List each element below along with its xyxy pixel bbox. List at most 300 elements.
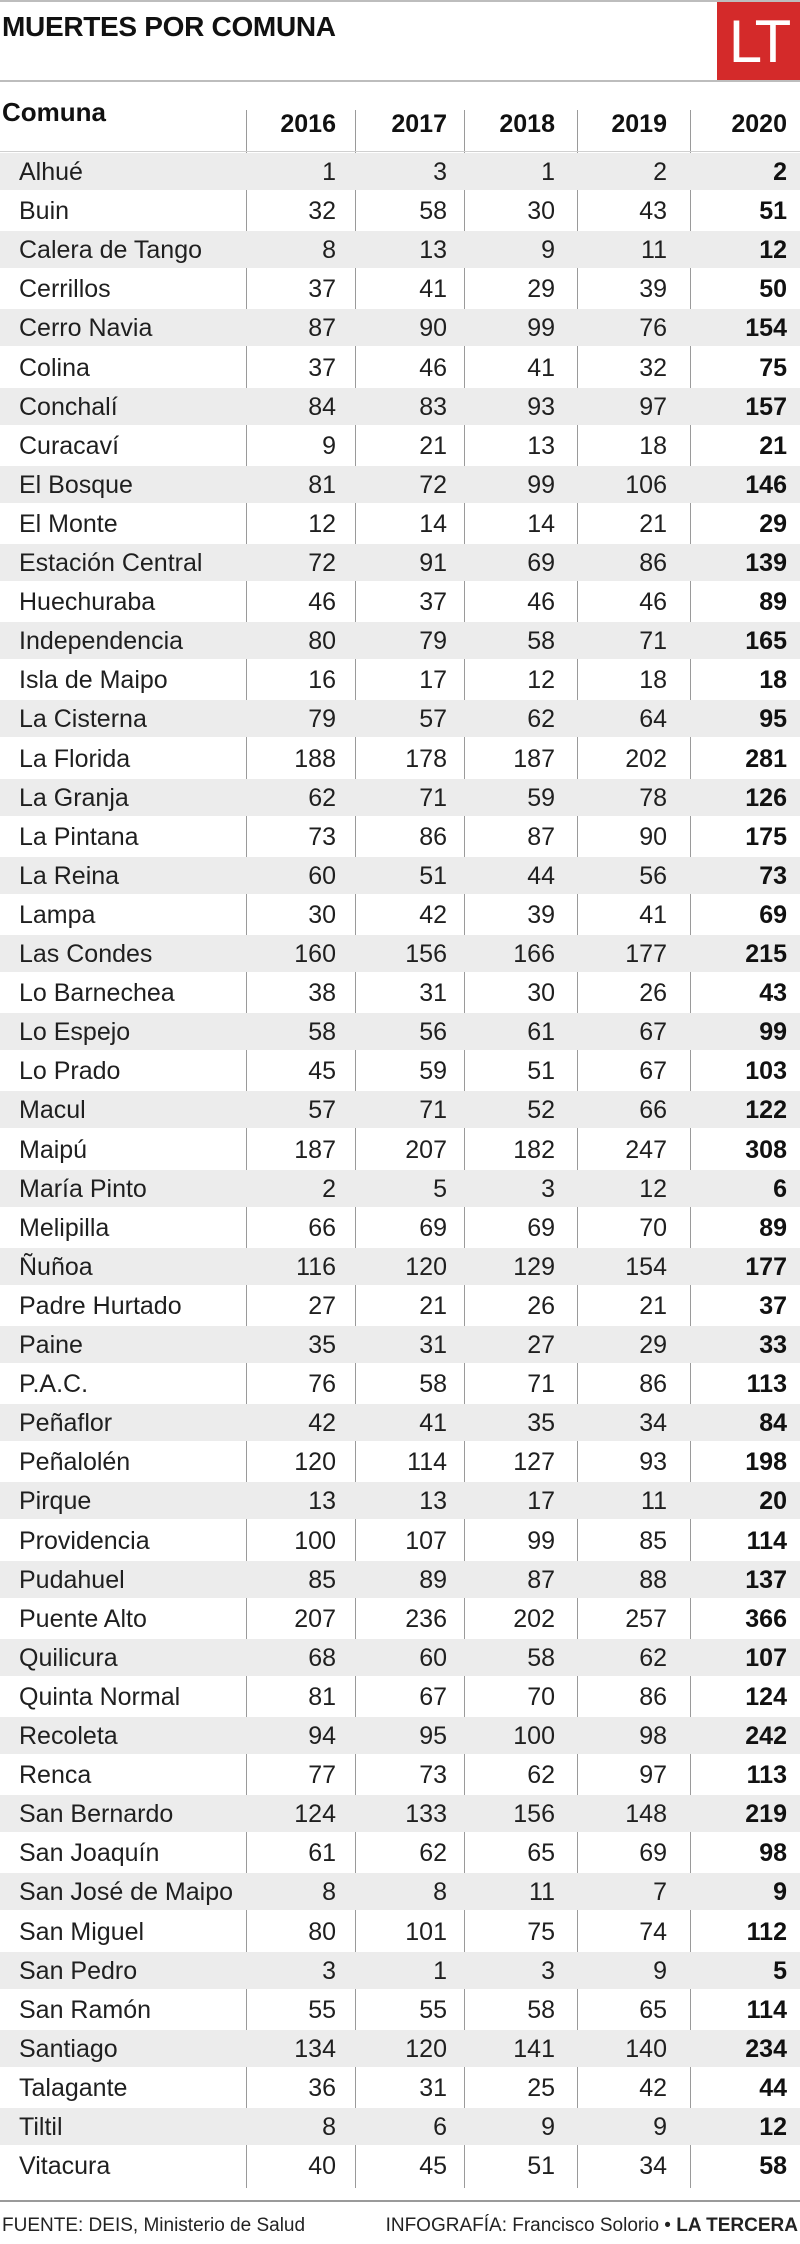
comuna-name: San Bernardo: [19, 1800, 174, 1829]
value-2018: 202: [513, 1604, 555, 1633]
value-2018: 99: [527, 314, 555, 343]
value-2019: 86: [639, 549, 667, 577]
value-2016: 38: [308, 979, 336, 1008]
value-2020: 12: [759, 236, 787, 265]
value-2016: 100: [294, 1526, 336, 1555]
value-2016: 73: [308, 822, 336, 851]
value-2020: 234: [745, 2034, 787, 2063]
table-row: [0, 1052, 800, 1089]
value-2017: 37: [419, 588, 447, 617]
value-2018: 141: [513, 2034, 555, 2063]
value-2018: 75: [527, 1917, 555, 1946]
value-2018: 58: [527, 1995, 555, 2024]
comuna-name: Conchalí: [19, 392, 118, 421]
comuna-name: La Granja: [19, 783, 129, 812]
value-2018: 87: [527, 1565, 555, 1594]
table-row: [0, 779, 800, 816]
value-2017: 21: [419, 1291, 447, 1320]
comuna-name: Isla de Maipo: [19, 666, 168, 695]
column-header-2016: 2016: [280, 110, 336, 138]
value-2016: 2: [322, 1174, 336, 1203]
value-2016: 8: [322, 2113, 336, 2141]
value-2017: 31: [419, 2073, 447, 2102]
value-2018: 58: [527, 1643, 555, 1672]
value-2017: 45: [419, 2152, 447, 2181]
table-row: [0, 1795, 800, 1832]
value-2018: 71: [527, 1370, 555, 1399]
comuna-name: Santiago: [19, 2034, 118, 2063]
value-2020: 281: [745, 744, 787, 773]
value-2016: 116: [296, 1252, 336, 1281]
value-2016: 8: [322, 236, 336, 265]
value-2020: 122: [745, 1096, 787, 1125]
value-2020: 33: [759, 1331, 787, 1359]
table-row: [0, 231, 800, 268]
value-2019: 18: [639, 666, 667, 695]
comuna-name: Paine: [19, 1331, 83, 1359]
comuna-name: San Pedro: [19, 1956, 138, 1985]
value-2019: 74: [639, 1917, 667, 1946]
value-2016: 80: [308, 1917, 336, 1946]
column-header-2020: 2020: [731, 110, 787, 138]
value-2020: 107: [745, 1643, 787, 1672]
value-2018: 44: [527, 861, 555, 890]
value-2020: 98: [759, 1839, 787, 1868]
value-2018: 27: [527, 1331, 555, 1359]
credit-brand: LA TERCERA: [676, 2215, 798, 2236]
table-row: [0, 818, 800, 855]
table-row: [0, 700, 800, 737]
table-row: [0, 1756, 800, 1793]
comuna-name: Macul: [19, 1096, 86, 1125]
value-2020: 219: [745, 1800, 787, 1829]
value-2017: 31: [419, 1331, 447, 1359]
value-2017: 120: [405, 2034, 447, 2063]
comuna-name: El Monte: [19, 509, 118, 538]
value-2020: 6: [773, 1174, 787, 1203]
value-2018: 93: [527, 392, 555, 421]
value-2018: 30: [527, 979, 555, 1008]
value-2017: 79: [419, 627, 447, 656]
value-2017: 101: [405, 1917, 447, 1946]
value-2017: 95: [419, 1722, 447, 1750]
value-2018: 99: [527, 470, 555, 499]
value-2019: 90: [639, 822, 667, 851]
comuna-name: Huechuraba: [19, 588, 156, 617]
comuna-name: Cerrillos: [19, 275, 111, 304]
value-2017: 114: [407, 1448, 447, 1477]
value-2018: 12: [527, 666, 555, 695]
value-2018: 62: [527, 705, 555, 734]
value-2017: 59: [419, 1057, 447, 1086]
table-row: [0, 1678, 800, 1715]
value-2016: 187: [294, 1135, 336, 1164]
table-row: [0, 1287, 800, 1324]
value-2016: 3: [322, 1956, 336, 1985]
value-2016: 1: [322, 158, 336, 186]
value-2019: 26: [639, 979, 667, 1008]
comuna-name: Pudahuel: [19, 1565, 125, 1594]
value-2017: 90: [419, 314, 447, 343]
comuna-name: San José de Maipo: [19, 1878, 234, 1907]
value-2019: 7: [653, 1878, 667, 1907]
value-2018: 14: [527, 509, 555, 538]
header-divider: [0, 151, 800, 152]
value-2018: 9: [541, 236, 555, 265]
value-2016: 62: [308, 783, 336, 812]
value-2017: 58: [419, 197, 447, 226]
table-row: [0, 622, 800, 659]
value-2017: 42: [419, 900, 447, 929]
table-row: [0, 1639, 800, 1676]
value-2019: 42: [639, 2073, 667, 2102]
value-2016: 8: [322, 1878, 336, 1907]
table-row: [0, 388, 800, 425]
value-2017: 6: [433, 2113, 447, 2141]
value-2018: 46: [527, 588, 555, 617]
value-2016: 87: [308, 314, 336, 343]
value-2019: 32: [639, 353, 667, 382]
value-2018: 166: [513, 940, 555, 968]
value-2018: 51: [527, 1057, 555, 1086]
comuna-name: Calera de Tango: [19, 236, 203, 265]
value-2018: 9: [541, 2113, 555, 2141]
value-2018: 41: [527, 353, 555, 382]
comuna-name: Las Condes: [19, 940, 153, 968]
value-2017: 120: [405, 1252, 447, 1281]
value-2018: 69: [527, 1213, 555, 1242]
comuna-name: Ñuñoa: [19, 1252, 93, 1281]
table-row: [0, 1561, 800, 1598]
value-2018: 182: [513, 1135, 555, 1164]
value-2017: 156: [405, 940, 447, 968]
value-2016: 27: [308, 1291, 336, 1320]
value-2019: 85: [639, 1526, 667, 1555]
table-row: [0, 427, 800, 464]
value-2018: 35: [527, 1409, 555, 1438]
value-2020: 139: [745, 549, 787, 577]
value-2016: 81: [308, 470, 336, 499]
value-2020: 215: [745, 940, 787, 968]
value-2018: 30: [527, 197, 555, 226]
value-2018: 100: [513, 1722, 555, 1750]
comuna-name: Lo Prado: [19, 1057, 121, 1086]
comuna-name: La Reina: [19, 861, 120, 890]
table-row: [0, 1326, 800, 1363]
value-2019: 106: [625, 470, 667, 499]
value-2018: 99: [527, 1526, 555, 1555]
value-2017: 207: [405, 1135, 447, 1164]
comuna-name: Curacaví: [19, 431, 120, 460]
value-2016: 32: [308, 197, 336, 226]
value-2019: 18: [639, 431, 667, 460]
value-2019: 41: [639, 900, 667, 929]
table-row: [0, 270, 800, 307]
value-2020: 84: [759, 1409, 787, 1438]
value-2018: 13: [527, 431, 555, 460]
value-2016: 57: [308, 1096, 336, 1125]
value-2017: 13: [419, 236, 447, 265]
value-2017: 1: [433, 1956, 447, 1985]
value-2016: 12: [308, 509, 336, 538]
value-2020: 103: [745, 1057, 787, 1086]
value-2020: 5: [773, 1956, 787, 1985]
value-2019: 67: [639, 1057, 667, 1086]
value-2018: 26: [527, 1291, 555, 1320]
comuna-name: Recoleta: [19, 1722, 118, 1750]
value-2018: 70: [527, 1682, 555, 1711]
table-row: [0, 2147, 800, 2184]
value-2019: 11: [641, 236, 667, 265]
value-2018: 87: [527, 822, 555, 851]
table-row: [0, 1209, 800, 1246]
value-2017: 21: [419, 431, 447, 460]
value-2020: 73: [759, 861, 787, 890]
comuna-name: Tiltil: [19, 2113, 63, 2141]
value-2018: 127: [513, 1448, 555, 1477]
table-row: [0, 1131, 800, 1168]
value-2020: 114: [746, 1995, 787, 2024]
value-2020: 124: [745, 1682, 787, 1711]
comuna-name: Talagante: [19, 2073, 128, 2102]
value-2019: 29: [639, 1331, 667, 1359]
value-2016: 188: [294, 744, 336, 773]
value-2018: 11: [529, 1878, 555, 1907]
value-2018: 25: [527, 2073, 555, 2102]
value-2017: 5: [433, 1174, 447, 1203]
comuna-name: Lo Espejo: [19, 1018, 131, 1047]
table-row: [0, 583, 800, 620]
table-row: [0, 2030, 800, 2067]
comuna-name: Padre Hurtado: [19, 1291, 182, 1320]
table-row: [0, 1091, 800, 1128]
comuna-name: Estación Central: [19, 549, 203, 577]
value-2016: 40: [308, 2152, 336, 2181]
value-2020: 12: [759, 2113, 787, 2141]
value-2018: 187: [513, 744, 555, 773]
value-2019: 34: [639, 1409, 667, 1438]
value-2016: 120: [294, 1448, 336, 1477]
table-row: [0, 896, 800, 933]
la-tercera-logo: LT: [717, 2, 800, 80]
value-2018: 62: [527, 1761, 555, 1790]
value-2017: 86: [419, 822, 447, 851]
value-2019: 97: [639, 1761, 667, 1790]
value-2019: 65: [639, 1995, 667, 2024]
value-2018: 52: [527, 1096, 555, 1125]
value-2020: 18: [759, 666, 787, 695]
value-2016: 42: [308, 1409, 336, 1438]
value-2020: 146: [745, 470, 787, 499]
comuna-name: Lo Barnechea: [19, 979, 175, 1008]
value-2017: 41: [419, 1409, 447, 1438]
value-2016: 160: [294, 940, 336, 968]
comuna-name: La Cisterna: [19, 705, 147, 734]
value-2020: 137: [745, 1565, 787, 1594]
value-2018: 129: [513, 1252, 555, 1281]
value-2016: 207: [294, 1604, 336, 1633]
value-2019: 78: [639, 783, 667, 812]
value-2019: 39: [639, 275, 667, 304]
value-2017: 57: [419, 705, 447, 734]
value-2019: 11: [641, 1487, 667, 1516]
comuna-name: San Miguel: [19, 1917, 145, 1946]
value-2019: 12: [639, 1174, 667, 1203]
comuna-name: Puente Alto: [19, 1604, 147, 1633]
column-header-comuna: Comuna: [2, 97, 106, 127]
value-2016: 46: [308, 588, 336, 617]
value-2018: 156: [513, 1800, 555, 1829]
value-2016: 77: [308, 1761, 336, 1790]
value-2016: 76: [308, 1370, 336, 1399]
value-2020: 50: [759, 275, 787, 304]
value-2016: 79: [308, 705, 336, 734]
comuna-name: Alhué: [19, 158, 83, 186]
table-row: [0, 349, 800, 386]
value-2017: 71: [419, 783, 447, 812]
value-2016: 58: [308, 1018, 336, 1047]
value-2017: 72: [419, 470, 447, 499]
comuna-name: Quilicura: [19, 1643, 118, 1672]
value-2017: 73: [419, 1761, 447, 1790]
value-2019: 67: [639, 1018, 667, 1047]
value-2019: 56: [639, 861, 667, 890]
value-2019: 86: [639, 1682, 667, 1711]
comuna-name: Independencia: [19, 627, 184, 656]
table-row: [0, 857, 800, 894]
value-2017: 55: [419, 1995, 447, 2024]
table-row: [0, 1482, 800, 1519]
value-2016: 80: [308, 627, 336, 656]
value-2017: 89: [419, 1565, 447, 1594]
value-2016: 124: [294, 1800, 336, 1829]
value-2019: 71: [639, 627, 667, 656]
value-2019: 70: [639, 1213, 667, 1242]
table-row: [0, 1991, 800, 2028]
value-2019: 9: [653, 2113, 667, 2141]
value-2020: 37: [759, 1291, 787, 1320]
value-2017: 83: [419, 392, 447, 421]
value-2020: 165: [745, 627, 787, 656]
table-row: [0, 1365, 800, 1402]
value-2020: 29: [759, 509, 787, 538]
table-row: [0, 1404, 800, 1441]
value-2016: 37: [308, 353, 336, 382]
comuna-name: El Bosque: [19, 470, 133, 499]
value-2020: 366: [745, 1604, 787, 1633]
value-2020: 177: [745, 1252, 787, 1281]
value-2018: 58: [527, 627, 555, 656]
value-2017: 41: [419, 275, 447, 304]
value-2017: 56: [419, 1018, 447, 1047]
table-row: [0, 1873, 800, 1910]
value-2017: 8: [433, 1878, 447, 1907]
table-row: [0, 1717, 800, 1754]
value-2019: 9: [653, 1956, 667, 1985]
value-2019: 64: [639, 705, 667, 734]
value-2019: 21: [639, 509, 667, 538]
value-2019: 69: [639, 1839, 667, 1868]
value-2017: 107: [405, 1526, 447, 1555]
comuna-name: Buin: [19, 197, 70, 226]
value-2018: 1: [541, 158, 555, 186]
value-2018: 17: [527, 1487, 555, 1516]
value-2019: 93: [639, 1448, 667, 1477]
comuna-name: Maipú: [19, 1135, 88, 1164]
value-2020: 20: [759, 1487, 787, 1516]
comuna-name: Colina: [19, 353, 90, 382]
table-row: [0, 466, 800, 503]
value-2019: 88: [639, 1565, 667, 1594]
value-2019: 257: [625, 1604, 667, 1633]
table-row: [0, 974, 800, 1011]
value-2017: 14: [419, 509, 447, 538]
column-header-2017: 2017: [391, 110, 447, 138]
value-2020: 198: [745, 1448, 787, 1477]
value-2020: 95: [759, 705, 787, 734]
value-2017: 3: [433, 158, 447, 186]
comuna-name: María Pinto: [19, 1174, 147, 1203]
table-row: [0, 661, 800, 698]
value-2017: 31: [419, 979, 447, 1008]
comuna-name: Peñaflor: [19, 1409, 113, 1438]
value-2016: 61: [308, 1839, 336, 1868]
bottom-rule: [0, 2200, 800, 2202]
credit-note: [386, 2215, 798, 2237]
value-2016: 16: [308, 666, 336, 695]
value-2020: 242: [745, 1722, 787, 1750]
value-2020: 89: [759, 1213, 787, 1242]
credit-prefix: INFOGRAFÍA: Francisco Solorio •: [385, 2215, 677, 2236]
value-2016: 36: [308, 2073, 336, 2102]
value-2017: 133: [405, 1800, 447, 1829]
value-2018: 29: [527, 275, 555, 304]
comuna-name: San Joaquín: [19, 1839, 160, 1868]
source-note: FUENTE: DEIS, Ministerio de Salud: [2, 2215, 306, 2236]
table-row: [0, 2069, 800, 2106]
value-2018: 59: [527, 783, 555, 812]
value-2019: 140: [625, 2034, 667, 2063]
value-2020: 89: [759, 588, 787, 617]
table-row: [0, 1522, 800, 1559]
value-2016: 55: [308, 1995, 336, 2024]
value-2016: 94: [308, 1722, 336, 1750]
value-2017: 178: [405, 744, 447, 773]
value-2019: 46: [639, 588, 667, 617]
table-row: [0, 1834, 800, 1871]
value-2018: 69: [527, 549, 555, 577]
value-2020: 51: [759, 197, 787, 226]
value-2020: 99: [759, 1018, 787, 1047]
value-2018: 3: [541, 1174, 555, 1203]
table-row: [0, 740, 800, 777]
value-2016: 72: [308, 549, 336, 577]
value-2017: 17: [419, 666, 447, 695]
column-header-2018: 2018: [499, 110, 555, 138]
value-2018: 3: [541, 1956, 555, 1985]
value-2020: 126: [745, 783, 787, 812]
value-2016: 85: [308, 1565, 336, 1594]
column-header-2019: 2019: [611, 110, 667, 138]
value-2017: 69: [419, 1213, 447, 1242]
value-2020: 113: [746, 1370, 787, 1399]
value-2020: 75: [759, 353, 787, 382]
value-2019: 66: [639, 1096, 667, 1125]
table-row: [0, 1013, 800, 1050]
page-title: MUERTES POR COMUNA: [2, 11, 336, 42]
value-2019: 86: [639, 1370, 667, 1399]
table-row: [0, 1248, 800, 1285]
